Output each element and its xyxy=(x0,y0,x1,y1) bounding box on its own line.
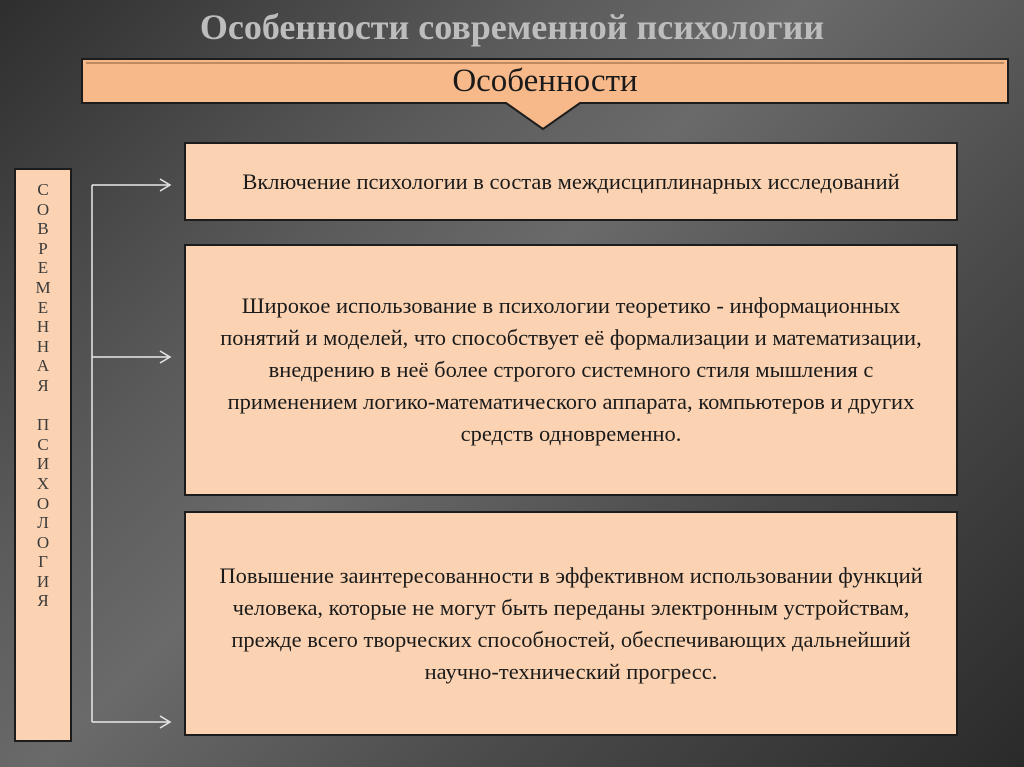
side-label-char: В xyxy=(37,219,49,239)
side-label-char: И xyxy=(36,454,50,474)
side-label-char: А xyxy=(36,356,50,376)
side-label-char: Х xyxy=(36,473,50,493)
feature-box-3 xyxy=(184,511,958,736)
slide-title: Особенности современной психологии xyxy=(199,7,825,47)
header-label: Особенности xyxy=(452,63,638,99)
feature-box-2 xyxy=(184,244,958,496)
side-label-char: С xyxy=(37,434,49,454)
connector-arrow-3-head xyxy=(160,716,170,728)
side-label-char: Я xyxy=(37,375,49,395)
side-label-char: О xyxy=(36,493,50,513)
side-label-char: Н xyxy=(36,336,50,356)
feature-box-2-text: Широкое использование в психологии теоретико - информационных понятий и моделей, что способствует её формализации и математизации, внедрению в неё более строгого системного стиля мышления с применением логико-математического аппарата, компьютеров и других средств одновременно. xyxy=(220,293,922,446)
feature-box-1-text: Включение психологии в состав междисциплинарных исследований xyxy=(242,169,900,194)
side-label-box xyxy=(14,168,72,742)
side-label-char: Л xyxy=(37,513,49,533)
feature-box-1 xyxy=(184,142,958,221)
side-label-char: О xyxy=(36,532,50,552)
connector-arrow-2-head xyxy=(160,351,170,363)
side-label-char: О xyxy=(36,199,50,219)
side-label-char: Р xyxy=(38,238,48,258)
side-label-char: Е xyxy=(37,297,49,317)
side-label-char: Н xyxy=(36,317,50,337)
side-label-char: И xyxy=(36,571,50,591)
side-label-char: С xyxy=(37,180,49,199)
feature-box-3-text: Повышение заинтересованности в эффективном использовании функций человека, которые не могут быть переданы электронным устройствам, прежде всего творческих способностей, обеспечивающих дальнейший научно-технический прогресс. xyxy=(219,562,923,684)
connector-arrow-1-head xyxy=(160,179,170,191)
side-label-char: Я xyxy=(37,591,49,611)
side-label-char: Е xyxy=(37,258,49,278)
side-label-char: Г xyxy=(38,552,48,572)
side-label-gap xyxy=(41,396,45,416)
side-label-char: М xyxy=(35,277,51,297)
side-label-char: П xyxy=(36,415,50,435)
